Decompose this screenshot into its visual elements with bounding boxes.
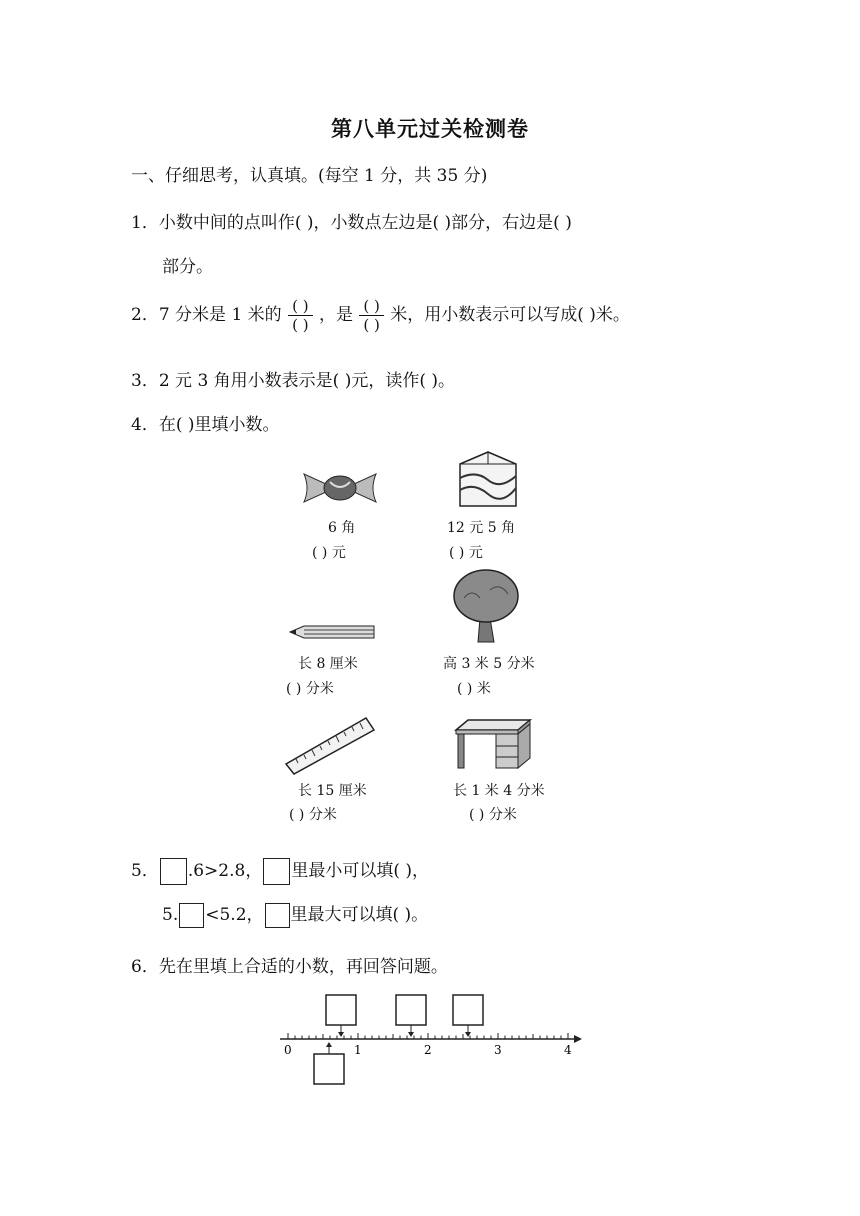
question-6: 6．先在里填上合适的小数，再回答问题。 <box>131 957 448 977</box>
tree-icon <box>450 568 522 646</box>
pointer-arrow <box>326 1042 332 1047</box>
fraction-1 <box>288 297 312 334</box>
question-5-decimal-prefix: 5. <box>162 905 179 925</box>
question-5-text-e: <5.2， <box>205 905 264 925</box>
question-3: 3．2 元 3 角用小数表示是( )元，读作( )。 <box>131 371 455 391</box>
tree-label: 高 3 米 5 分米 <box>443 656 535 672</box>
question-5-line-1 <box>131 856 429 885</box>
axis-arrow <box>574 1035 582 1043</box>
desk-icon <box>452 716 534 772</box>
answer-box[interactable] <box>160 858 187 885</box>
answer-box[interactable] <box>453 995 483 1025</box>
pencil-icon <box>288 622 378 642</box>
question-2-text-a: 2．7 分米是 1 米的 <box>131 305 282 325</box>
fraction-1-denominator: ( ) <box>292 316 309 334</box>
ruler-answer-blank: ( ) 分米 <box>289 807 337 823</box>
milk-carton-icon <box>452 448 524 510</box>
question-5-text-c: 里最小可以填( )， <box>291 861 429 881</box>
pointer-arrow <box>408 1032 414 1037</box>
milk-answer-blank: ( ) 元 <box>449 545 483 561</box>
pencil-label: 长 8 厘米 <box>298 656 358 672</box>
desk-answer-blank: ( ) 分米 <box>469 807 517 823</box>
question-1-line-2: 部分。 <box>162 257 213 277</box>
axis-ticks <box>288 1033 568 1039</box>
answer-box[interactable] <box>314 1054 344 1084</box>
desk-label: 长 1 米 4 分米 <box>453 783 545 799</box>
question-2-text-c: 米，用小数表示可以写成( )米。 <box>390 305 630 325</box>
tick-label: 1 <box>354 1043 362 1057</box>
question-5-line-2 <box>162 900 428 928</box>
pencil-answer-blank: ( ) 分米 <box>286 681 334 697</box>
answer-box[interactable] <box>265 903 290 928</box>
tick-label: 0 <box>284 1043 292 1057</box>
question-2 <box>131 297 630 334</box>
answer-box[interactable] <box>179 903 204 928</box>
milk-label: 12 元 5 角 <box>447 520 516 536</box>
number-line <box>270 990 586 1088</box>
tick-label: 4 <box>564 1043 572 1057</box>
pointer-arrow <box>338 1032 344 1037</box>
question-2-text-b: ，是 <box>318 305 353 325</box>
question-5-text-b: .6>2.8， <box>187 861 263 881</box>
tick-label: 2 <box>424 1043 432 1057</box>
answer-box[interactable] <box>396 995 426 1025</box>
fraction-2-numerator: ( ) <box>359 297 383 316</box>
question-4: 4．在( )里填小数。 <box>131 415 280 435</box>
page-title: 第八单元过关检测卷 <box>331 117 529 141</box>
candy-answer-blank: ( ) 元 <box>312 545 346 561</box>
fraction-2-denominator: ( ) <box>363 316 380 334</box>
question-5-text-f: 里最大可以填( )。 <box>290 905 429 925</box>
candy-icon <box>300 468 380 508</box>
fraction-1-numerator: ( ) <box>288 297 312 316</box>
section-heading: 一、仔细思考，认真填。(每空 1 分，共 35 分) <box>131 166 488 186</box>
tree-answer-blank: ( ) 米 <box>457 681 491 697</box>
ruler-label: 长 15 厘米 <box>298 783 367 799</box>
answer-box[interactable] <box>263 858 290 885</box>
ruler-icon <box>282 714 378 776</box>
tick-label: 3 <box>494 1043 502 1057</box>
question-1-line-1: 1．小数中间的点叫作( )，小数点左边是( )部分，右边是( ) <box>131 213 572 233</box>
fraction-2 <box>359 297 383 334</box>
candy-label: 6 角 <box>328 520 356 536</box>
question-5-number: 5． <box>131 861 159 881</box>
answer-box[interactable] <box>326 995 356 1025</box>
